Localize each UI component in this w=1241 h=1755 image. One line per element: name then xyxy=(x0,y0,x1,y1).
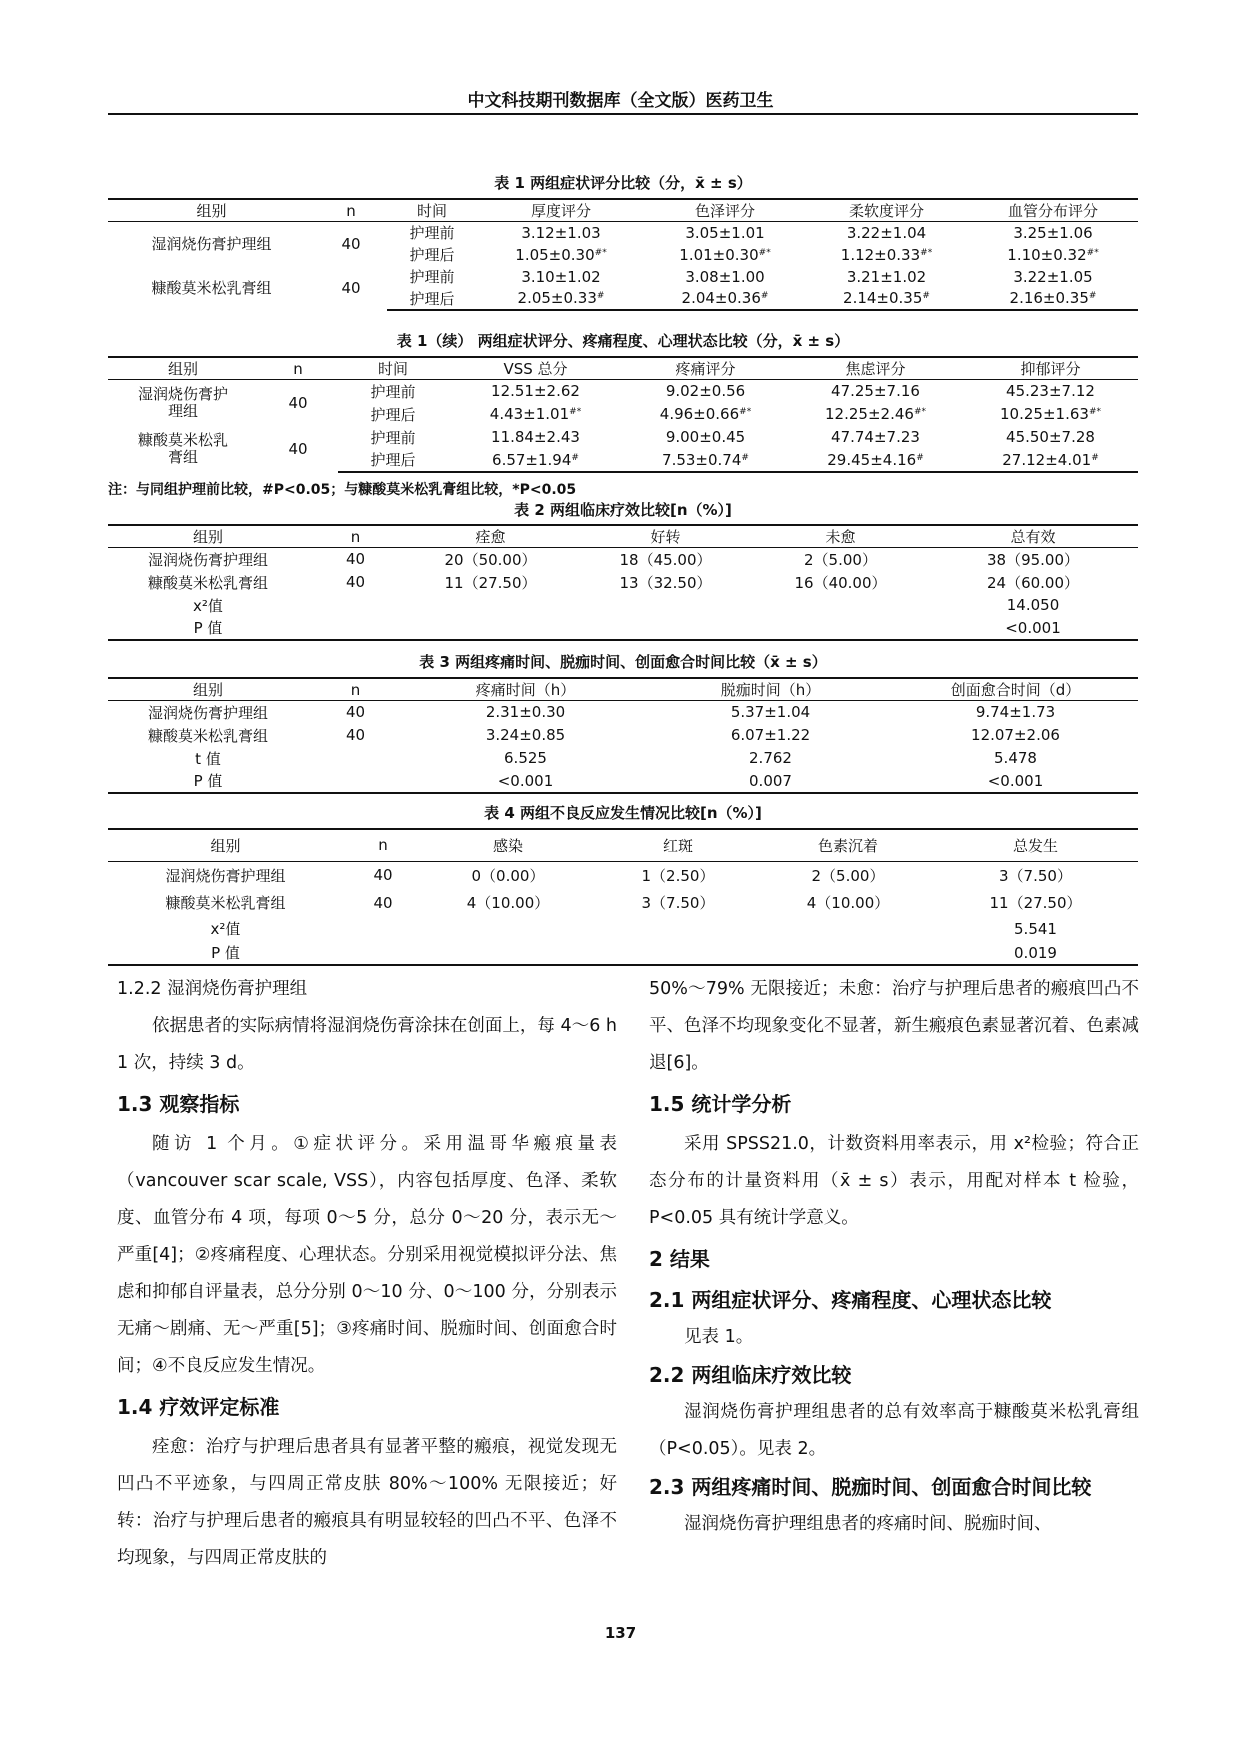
time-cell: 护理前 xyxy=(370,428,416,447)
stat-value: 6.525 xyxy=(504,749,547,767)
value-cell: 1.01±0.30#* xyxy=(679,245,771,264)
table1 xyxy=(108,198,1138,311)
value-cell: 10.25±1.63#* xyxy=(1000,405,1101,423)
value-cell: 0（0.00） xyxy=(471,866,545,885)
value-cell: 3.22±1.05 xyxy=(1013,267,1093,286)
sig-mark: # xyxy=(916,452,924,463)
stat-label: P 值 xyxy=(108,617,308,640)
section-2-3-text: 湿润烧伤膏护理组患者的疼痛时间、脱痂时间、 xyxy=(684,1514,1052,1534)
sig-mark: #* xyxy=(920,247,933,258)
stat-label: P 值 xyxy=(108,770,308,793)
value-cell: 2.04±0.36# xyxy=(645,288,805,310)
time-cell: 护理前 xyxy=(409,268,455,286)
value-cell: 16（40.00） xyxy=(794,573,887,592)
n-cell: 40 xyxy=(345,573,366,591)
value-cell: 38（95.00） xyxy=(986,550,1080,569)
section-2-1-title: 2.1 两组症状评分、疼痛程度、心理状态比较 xyxy=(649,1288,1052,1312)
th-group: 组别 xyxy=(108,525,308,548)
th-group: 组别 xyxy=(108,678,308,701)
value-cell: 5.37±1.04 xyxy=(730,703,811,722)
group-cell: 湿润烧伤膏护理组 xyxy=(151,235,272,254)
stat-value: <0.001 xyxy=(928,617,1138,640)
value-cell: 3.21±1.02 xyxy=(846,267,927,286)
stat-value: 5.541 xyxy=(1014,919,1057,938)
section-1-2-2-title: 1.2.2 湿润烧伤膏护理组 xyxy=(117,979,308,999)
th-total-incidence: 总发生 xyxy=(933,829,1138,861)
table4-caption: 表 4 两组不良反应发生情况比较[n（%）] xyxy=(484,804,762,822)
time-cell: 护理前 xyxy=(370,382,416,401)
th-pain: 疼痛评分 xyxy=(623,357,788,380)
stat-label: x²值 xyxy=(193,596,223,615)
th-improved: 好转 xyxy=(578,525,753,548)
value-cell: 29.45±4.16# xyxy=(788,449,963,472)
n-cell: 40 xyxy=(373,893,393,912)
th-n: n xyxy=(343,829,423,861)
value-cell: 9.00±0.45 xyxy=(665,428,746,446)
th-infection: 感染 xyxy=(423,829,593,861)
th-n: n xyxy=(308,678,403,701)
value-cell: 24（60.00） xyxy=(986,573,1080,592)
table3 xyxy=(108,677,1138,794)
time-cell: 护理后 xyxy=(387,288,477,310)
stat-value: 5.478 xyxy=(994,749,1037,767)
th-n: n xyxy=(258,357,338,380)
group-cell: 湿润烧伤膏护理组 xyxy=(147,703,268,722)
time-cell: 护理前 xyxy=(409,224,455,243)
th-anxiety: 焦虑评分 xyxy=(788,357,963,380)
value-cell: 12.25±2.46#* xyxy=(825,405,926,423)
value-cell: 3.12±1.03 xyxy=(521,223,601,242)
value-cell: 9.02±0.56 xyxy=(665,382,746,401)
n-cell: 40 xyxy=(341,278,361,297)
left-column xyxy=(117,971,617,1577)
value-cell: 20（50.00） xyxy=(444,550,537,569)
section-1-5-text: 采用 SPSS21.0，计数资料用率表示，用 x²检验；符合正态分布的计量资料用（x̄ ± s）表示，用配对样本 t 检验，P<0.05 具有统计学意义。 xyxy=(649,1134,1139,1228)
value-cell: 3.05±1.01 xyxy=(685,223,765,242)
sig-mark: #* xyxy=(1088,407,1101,417)
th-pain-time: 疼痛时间（h） xyxy=(403,678,648,701)
sig-mark: # xyxy=(760,291,769,301)
stat-value: <0.001 xyxy=(403,770,648,793)
value-cell: 2.31±0.30 xyxy=(485,703,566,722)
sig-mark: # xyxy=(741,452,749,463)
th-time: 时间 xyxy=(387,199,477,222)
th-group: 组别 xyxy=(108,357,258,380)
group-cell: 糠酸莫米松乳膏组 xyxy=(151,279,272,297)
section-1-2-2-text: 依据患者的实际病情将湿润烧伤膏涂抹在创面上，每 4～6 h 1 次，持续 3 d。 xyxy=(117,1016,617,1073)
stat-label: P 值 xyxy=(108,941,343,965)
value-cell: 1.10±0.32#* xyxy=(1007,245,1099,264)
th-vascular: 血管分布评分 xyxy=(968,199,1138,222)
sig-mark: #* xyxy=(913,407,926,417)
th-cured: 痊愈 xyxy=(403,525,578,548)
value-cell: 12.07±2.06 xyxy=(971,726,1060,744)
th-healing-time: 创面愈合时间（d） xyxy=(893,678,1138,701)
n-cell: 40 xyxy=(341,234,361,253)
value-cell: 4（10.00） xyxy=(466,894,550,912)
n-cell: 40 xyxy=(345,726,366,744)
sig-mark: #* xyxy=(594,247,607,258)
time-cell: 护理后 xyxy=(370,405,416,424)
sig-mark: # xyxy=(922,291,930,301)
section-2-3-title: 2.3 两组疼痛时间、脱痂时间、创面愈合时间比较 xyxy=(649,1475,1092,1499)
time-cell: 护理后 xyxy=(409,246,455,264)
header-rule xyxy=(108,113,1138,115)
group-cell: 湿润烧伤膏护理组 xyxy=(165,866,286,885)
value-cell: 3（7.50） xyxy=(641,894,715,912)
value-cell: 6.57±1.94# xyxy=(448,449,623,472)
value-cell: 3.08±1.00 xyxy=(685,267,765,286)
table2 xyxy=(108,524,1138,641)
th-group: 组别 xyxy=(108,199,315,222)
th-color: 色泽评分 xyxy=(645,199,805,222)
value-cell: 2.05±0.33# xyxy=(477,288,645,310)
time-cell: 护理后 xyxy=(338,449,448,472)
th-n: n xyxy=(308,525,403,548)
stat-value: <0.001 xyxy=(893,770,1138,793)
th-scab-time: 脱痂时间（h） xyxy=(648,678,893,701)
n-cell: 40 xyxy=(373,866,393,885)
th-depression: 抑郁评分 xyxy=(963,357,1138,380)
th-n: n xyxy=(315,199,387,222)
group-cell: 糠酸莫米松乳膏组 xyxy=(165,894,286,912)
value-cell: 4.96±0.66#* xyxy=(659,405,752,423)
value-cell: 4.43±1.01#* xyxy=(489,405,582,423)
sig-mark: #* xyxy=(569,407,582,417)
stat-label: t 值 xyxy=(195,749,221,768)
stat-value: 0.007 xyxy=(648,770,893,793)
value-cell: 2（5.00） xyxy=(804,550,877,569)
n-cell: 40 xyxy=(345,703,366,722)
journal-header: 中文科技期刊数据库（全文版）医药卫生 xyxy=(467,91,774,111)
group-cell: 湿润烧伤膏护理组 xyxy=(147,550,268,569)
group-cell: 糠酸莫米松乳 膏组 xyxy=(137,431,228,466)
section-1-3-title: 1.3 观察指标 xyxy=(117,1092,240,1116)
value-cell: 3.25±1.06 xyxy=(1013,223,1093,242)
value-cell: 47.25±7.16 xyxy=(831,382,920,401)
table2-caption: 表 2 两组临床疗效比较[n（%）] xyxy=(514,501,732,519)
value-cell: 2.14±0.35# xyxy=(805,288,968,310)
th-erythema: 红斑 xyxy=(593,829,763,861)
sig-mark: # xyxy=(1088,291,1097,301)
value-cell: 13（32.50） xyxy=(619,573,712,592)
n-cell: 40 xyxy=(288,439,308,458)
th-time: 时间 xyxy=(338,357,448,380)
value-cell: 9.74±1.73 xyxy=(975,703,1056,722)
group-cell: 糠酸莫米松乳膏组 xyxy=(147,573,268,592)
table1-note: 注：与同组护理前比较，#P<0.05；与糠酸莫米松乳膏组比较，*P<0.05 xyxy=(108,482,577,498)
value-cell: 3.10±1.02 xyxy=(521,267,601,286)
th-vss: VSS 总分 xyxy=(448,357,623,380)
table3-caption: 表 3 两组疼痛时间、脱痂时间、创面愈合时间比较（x̄ ± s） xyxy=(419,653,827,671)
section-1-4-title: 1.4 疗效评定标准 xyxy=(117,1395,280,1419)
th-group: 组别 xyxy=(108,829,343,861)
value-cell: 27.12±4.01# xyxy=(963,449,1138,472)
value-cell: 45.50±7.28 xyxy=(1006,428,1095,446)
section-1-4-text: 痊愈：治疗与护理后患者具有显著平整的瘢痕，视觉发现无凹凸不平迹象，与四周正常皮肤 80%～100% 无限接近；好转：治疗与护理后患者的瘢痕具有明显较轻的凹凸不平、色泽不均现象，与四周正常皮肤的 xyxy=(117,1437,617,1568)
value-cell: 47.74±7.23 xyxy=(831,428,920,446)
group-cell: 糠酸莫米松乳膏组 xyxy=(147,726,268,745)
value-cell: 1.12±0.33#* xyxy=(840,245,933,264)
n-cell: 40 xyxy=(345,550,366,569)
value-cell: 11.84±2.43 xyxy=(491,428,580,446)
section-2-title: 2 结果 xyxy=(649,1247,710,1271)
th-uncured: 未愈 xyxy=(753,525,928,548)
stat-label: x²值 xyxy=(210,920,241,938)
value-cell: 45.23±7.12 xyxy=(1006,382,1095,401)
table1-continued xyxy=(108,356,1138,473)
stat-value: 2.762 xyxy=(749,749,792,767)
table4 xyxy=(108,828,1138,966)
sig-mark: # xyxy=(571,452,579,463)
n-cell: 40 xyxy=(288,393,308,412)
value-cell: 1.05±0.30#* xyxy=(515,245,607,264)
value-cell: 11（27.50） xyxy=(989,894,1082,912)
section-2-1-text: 见表 1。 xyxy=(684,1327,754,1347)
table1-caption: 表 1 两组症状评分比较（分，x̄ ± s） xyxy=(494,174,752,192)
value-cell: 12.51±2.62 xyxy=(491,382,580,401)
sig-mark: #* xyxy=(739,407,752,417)
value-cell: 1（2.50） xyxy=(641,866,715,885)
value-cell: 6.07±1.22 xyxy=(730,726,811,744)
th-pigmentation: 色素沉着 xyxy=(763,829,933,861)
value-cell: 4（10.00） xyxy=(806,894,890,912)
section-2-2-title: 2.2 两组临床疗效比较 xyxy=(649,1363,852,1387)
value-cell: 11（27.50） xyxy=(444,573,537,592)
sig-mark: #* xyxy=(758,247,771,258)
section-1-4-continued: 50%～79% 无限接近；未愈：治疗与护理后患者的瘢痕凹凸不平、色泽不均现象变化不显著，新生瘢痕色素显著沉着、色素减退[6]。 xyxy=(649,979,1139,1073)
stat-value: 0.019 xyxy=(933,941,1138,965)
value-cell: 3.24±0.85 xyxy=(485,726,566,744)
section-1-5-title: 1.5 统计学分析 xyxy=(649,1092,792,1116)
table1b-caption: 表 1（续） 两组症状评分、疼痛程度、心理状态比较（分，x̄ ± s） xyxy=(396,332,850,350)
group-cell: 湿润烧伤膏护 理组 xyxy=(137,385,228,420)
value-cell: 3.22±1.04 xyxy=(846,223,927,242)
value-cell: 7.53±0.74# xyxy=(623,449,788,472)
th-thickness: 厚度评分 xyxy=(477,199,645,222)
page-number: 137 xyxy=(604,1624,637,1642)
value-cell: 2（5.00） xyxy=(811,866,885,885)
sig-mark: #* xyxy=(1086,247,1099,258)
value-cell: 3（7.50） xyxy=(999,866,1072,885)
stat-value: 14.050 xyxy=(1006,596,1060,614)
th-total-effective: 总有效 xyxy=(928,525,1138,548)
value-cell: 18（45.00） xyxy=(619,550,712,569)
value-cell: 2.16±0.35# xyxy=(968,288,1138,310)
section-1-3-text: 随访 1 个月。①症状评分。采用温哥华瘢痕量表（vancouver scar scale, VSS），内容包括厚度、色泽、柔软度、血管分布 4 项，每项 0～5 分，总分 0～20 分，表示无～严重[4]；②疼痛程度、心理状态。分别采用视觉模拟评分法、焦虑和抑郁自评量表，总分分别 0～10 分、0～100 分，分别表示无痛～剧痛、无～严重[5]；③疼痛时间、脱痂时间、创面愈合时间；④不良反应发生情况。 xyxy=(117,1134,617,1376)
sig-mark: # xyxy=(596,291,605,301)
sig-mark: # xyxy=(1091,452,1099,463)
th-softness: 柔软度评分 xyxy=(805,199,968,222)
section-2-2-text: 湿润烧伤膏护理组患者的总有效率高于糠酸莫米松乳膏组（P<0.05）。见表 2。 xyxy=(649,1402,1139,1459)
right-column xyxy=(649,971,1139,1543)
